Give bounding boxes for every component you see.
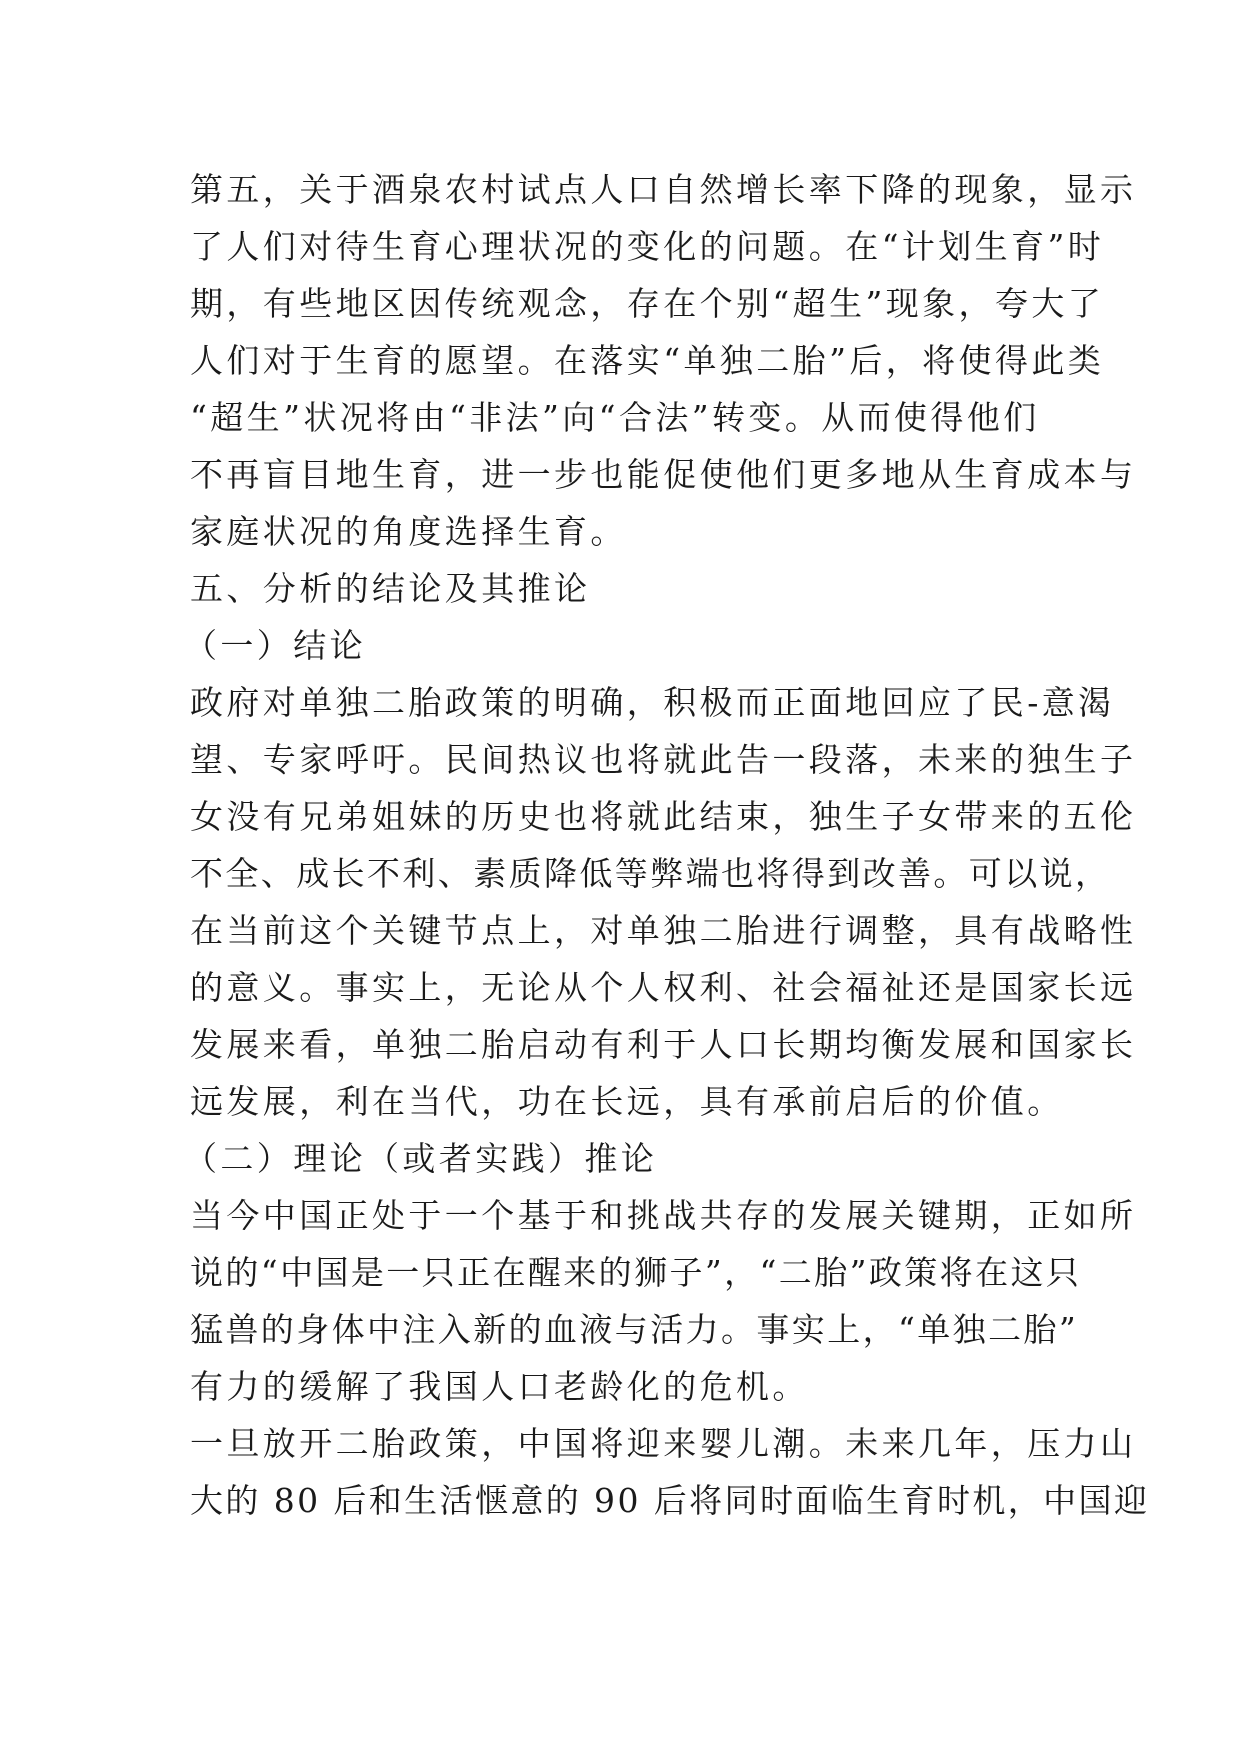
- paragraph-line: 的意义。事实上，无论从个人权利、社会福祉还是国家长远: [190, 968, 1137, 1007]
- paragraph-line: 第五，关于酒泉农村试点人口自然增长率下降的现象，显示: [190, 170, 1137, 209]
- paragraph-line: 了人们对待生育心理状况的变化的问题。在“计划生育”时: [190, 227, 1105, 266]
- paragraph-line: 望、专家呼吁。民间热议也将就此告一段落，未来的独生子: [190, 740, 1137, 779]
- paragraph-line: 远发展，利在当代，功在长远，具有承前启后的价值。: [190, 1082, 1064, 1121]
- paragraph-line: 家庭状况的角度选择生育。: [190, 512, 627, 551]
- paragraph-line: 不再盲目地生育，进一步也能促使他们更多地从生育成本与: [190, 455, 1137, 494]
- document-body: [184, 161, 1150, 1529]
- paragraph-line: “超生”状况将由“非法”向“合法”转变。从而使得他们: [190, 398, 1040, 437]
- subsection-heading: （二）理论（或者实践）推论: [184, 1139, 658, 1178]
- paragraph-line: 大的 80 后和生活惬意的 90 后将同时面临生育时机，中国迎: [190, 1481, 1150, 1520]
- paragraph-line: 猛兽的身体中注入新的血液与活力。事实上，“单独二胎”: [190, 1310, 1079, 1349]
- paragraph-line: 说的“中国是一只正在醒来的狮子”，“二胎”政策将在这只: [190, 1253, 1082, 1292]
- paragraph-line: 政府对单独二胎政策的明确，积极而正面地回应了民-意渴: [190, 683, 1115, 722]
- paragraph-line: 在当前这个关键节点上，对单独二胎进行调整，具有战略性: [190, 911, 1137, 950]
- paragraph-line: 有力的缓解了我国人口老龄化的危机。: [190, 1367, 809, 1406]
- paragraph-line: 期，有些地区因传统观念，存在个别“超生”现象，夸大了: [190, 284, 1105, 323]
- section-heading: 五、分析的结论及其推论: [190, 569, 591, 608]
- subsection-heading: （一）结论: [184, 626, 366, 665]
- paragraph-line: 发展来看，单独二胎启动有利于人口长期均衡发展和国家长: [190, 1025, 1137, 1064]
- paragraph-line: 不全、成长不利、素质降低等弊端也将得到改善。可以说，: [190, 854, 1111, 893]
- paragraph-line: 女没有兄弟姐妹的历史也将就此结束，独生子女带来的五伦: [190, 797, 1137, 836]
- paragraph-line: 人们对于生育的愿望。在落实“单独二胎”后，将使得此类: [190, 341, 1105, 380]
- paragraph-line: 当今中国正处于一个基于和挑战共存的发展关键期，正如所: [190, 1196, 1137, 1235]
- paragraph-line: 一旦放开二胎政策，中国将迎来婴儿潮。未来几年，压力山: [190, 1424, 1137, 1463]
